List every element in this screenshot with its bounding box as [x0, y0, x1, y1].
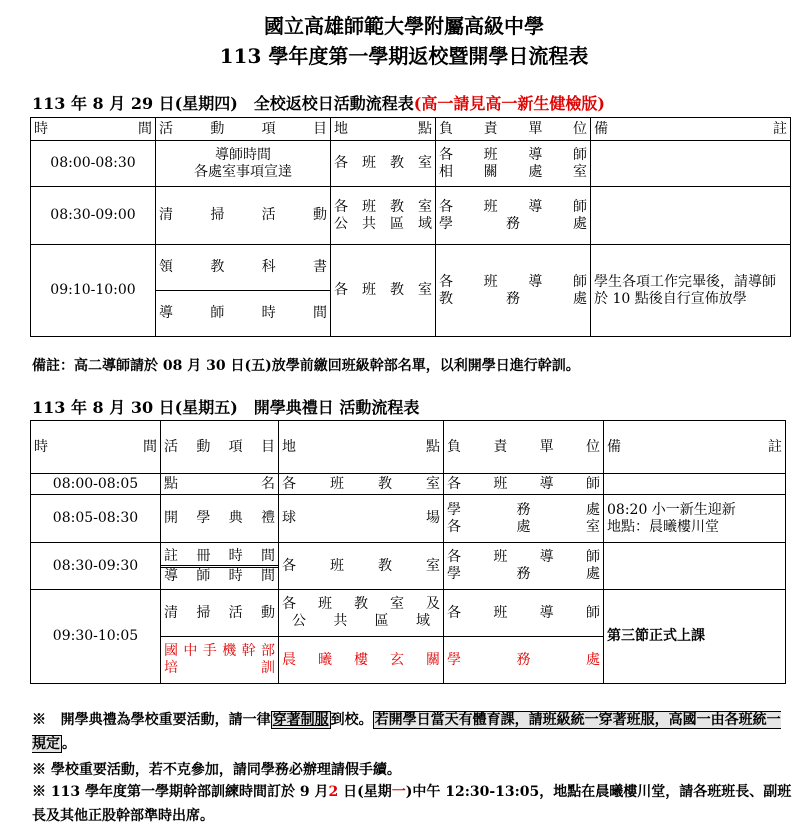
- activity-cell: 導師時間: [156, 291, 331, 337]
- unit-line: 各班導師: [447, 549, 600, 565]
- footer-note-3: [32, 780, 792, 828]
- unit-cell: [444, 495, 604, 543]
- section1-title-red: (高一請見高一新生健檢版): [413, 94, 605, 113]
- note-cell: [591, 141, 791, 187]
- day2-schedule-table: [30, 420, 786, 684]
- note-cell: [604, 474, 786, 495]
- activity-cell: 清掃活動: [161, 590, 279, 637]
- time-cell: 08:30-09:30: [31, 543, 161, 590]
- note-text: ※ 113 學年度第一學期幹部訓練時間訂於 9 月: [32, 784, 329, 800]
- activity-cell: 開學典禮: [161, 495, 279, 543]
- time-cell: 09:30-10:05: [31, 590, 161, 684]
- unit-cell: [436, 245, 591, 337]
- place-cell: 各班教室: [279, 474, 444, 495]
- section1-title-main: 113 年 8 月 29 日(星期四) 全校返校日活動流程表: [32, 94, 414, 113]
- section1-title: [32, 94, 605, 114]
- unit-line: 各班導師: [439, 146, 587, 163]
- unit-cell: [436, 187, 591, 245]
- place-line: 各班教室: [334, 198, 432, 215]
- place-cell: 球場: [279, 495, 444, 543]
- note-advisor: 備註：高二導師請於 08 月 30 日(五)放學前繳回班級幹部名單，以利開學日進行幹訓。: [32, 358, 580, 374]
- activity-line: 培訓: [164, 660, 275, 676]
- place-cell: 晨曦樓玄關: [279, 637, 444, 684]
- note-cell: 第三節正式上課: [604, 590, 786, 684]
- place-cell: [279, 590, 444, 637]
- activity-line: 各處室事項宣達: [194, 163, 292, 180]
- header-activity: 活動項目: [156, 118, 331, 141]
- table-row: [31, 245, 791, 291]
- place-cell: 各班教室: [331, 141, 436, 187]
- place-line: 各班教室及: [282, 596, 440, 612]
- unit-line: 各班導師: [439, 273, 587, 290]
- note-highlight: 一: [391, 784, 406, 800]
- note-cell: [604, 495, 786, 543]
- activity-cell: 清掃活動: [156, 187, 331, 245]
- header-place: 地點: [279, 421, 444, 474]
- note-line: 08:20 小一新生迎新: [607, 501, 736, 518]
- activity-cell: 領教科書: [156, 245, 331, 291]
- footer-note-1: [32, 708, 792, 756]
- note-text: 到校。: [330, 712, 373, 728]
- place-cell: [331, 187, 436, 245]
- note-text: 。: [62, 736, 76, 752]
- header-time: 時間: [31, 118, 156, 141]
- table-row: [31, 543, 786, 590]
- table-row: [31, 141, 791, 187]
- table-row: [31, 590, 786, 637]
- unit-cell: [444, 543, 604, 590]
- header-unit: 負責單位: [436, 118, 591, 141]
- table-header-row: [31, 118, 791, 141]
- activity-cell: [161, 637, 279, 684]
- unit-cell: [436, 141, 591, 187]
- note-mark: ※: [32, 712, 46, 728]
- header-unit: 負責單位: [444, 421, 604, 474]
- note-cell: [604, 543, 786, 590]
- school-name: 國立高雄師範大學附屬高級中學: [264, 14, 544, 38]
- note-cell: [591, 187, 791, 245]
- activity-line: 導師時間: [215, 146, 271, 163]
- place-cell: 各班教室: [331, 245, 436, 337]
- activity-cell: 點名: [161, 474, 279, 495]
- unit-cell: 各班導師: [444, 590, 604, 637]
- table-row: [31, 187, 791, 245]
- note-highlight: 若開學日當天有體育課，請班級統一穿著班服，高國一由各班統一規定: [32, 712, 781, 752]
- note-highlight: 2: [328, 784, 339, 800]
- note-highlight: 穿著制服: [272, 712, 329, 728]
- unit-line: 學務處: [447, 501, 600, 518]
- header-time: 時間: [31, 421, 161, 474]
- activity-cell: [156, 141, 331, 187]
- place-line: 公共區域: [334, 215, 432, 232]
- section2-title: 113 年 8 月 30 日(星期五) 開學典禮日 活動流程表: [32, 398, 420, 417]
- note-text: 日(星期: [338, 784, 392, 800]
- unit-cell: 各班導師: [444, 474, 604, 495]
- time-cell: 08:00-08:30: [31, 141, 156, 187]
- unit-line: 各處室: [447, 518, 600, 535]
- table-row: [31, 474, 786, 495]
- note-text: 開學典禮為學校重要活動，請一律: [60, 712, 271, 728]
- table-row: [31, 495, 786, 543]
- place-line: 公共區域: [292, 613, 430, 629]
- day1-schedule-table: [30, 117, 791, 337]
- header-activity: 活動項目: [161, 421, 279, 474]
- header-note: 備註: [604, 421, 786, 474]
- footer-note-2: ※ 學校重要活動，若不克參加，請同學務必辦理請假手續。: [32, 762, 401, 778]
- header-place: 地點: [331, 118, 436, 141]
- time-cell: 08:00-08:05: [31, 474, 161, 495]
- place-cell: 各班教室: [279, 543, 444, 590]
- unit-cell: 學務處: [444, 637, 604, 684]
- unit-line: 學務處: [439, 215, 587, 232]
- table-header-row: [31, 421, 786, 474]
- header-note: 備註: [591, 118, 791, 141]
- activity-line: 註冊時間: [161, 548, 278, 568]
- unit-line: 學務處: [447, 566, 600, 582]
- activity-line: 國中手機幹部: [164, 643, 275, 659]
- unit-line: 教務處: [439, 290, 587, 307]
- note-cell: 學生各項工作完畢後，請導師於 10 點後自行宣佈放學: [591, 245, 791, 337]
- unit-line: 相關處室: [439, 163, 587, 180]
- note-line: 地點：晨曦樓川堂: [607, 518, 719, 535]
- time-cell: 09:10-10:00: [31, 245, 156, 337]
- time-cell: 08:05-08:30: [31, 495, 161, 543]
- activity-line: 導師時間: [164, 567, 275, 584]
- document-title: 113 學年度第一學期返校暨開學日流程表: [219, 44, 589, 68]
- activity-cell: [161, 543, 279, 590]
- time-cell: 08:30-09:00: [31, 187, 156, 245]
- unit-line: 各班導師: [439, 198, 587, 215]
- note-text: )中午 12:30-13:05，地點在晨曦樓川堂，請各班班長、副班長及其他正股幹部準時出席。: [32, 784, 792, 824]
